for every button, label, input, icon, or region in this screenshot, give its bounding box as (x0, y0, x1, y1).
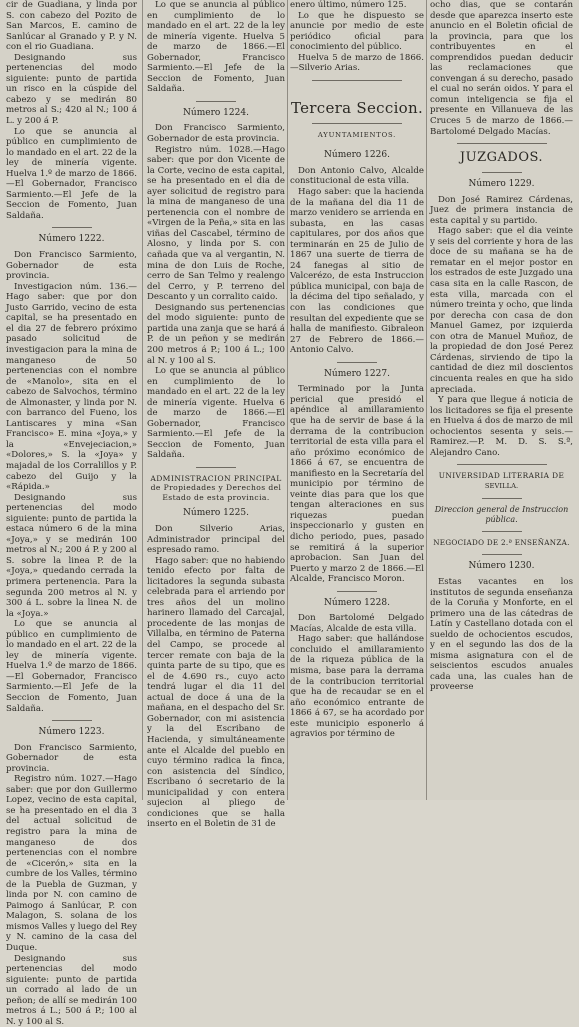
paragraph: Lo que se anuncia al público en cumplimiento de lo mandado en el art. 22 de la ley de minería vigente. Huelva 1.º de marzo de 1866.—El Gobernador, Francisco Sarmiento.—El Jefe de la Seccion de Fomento, Juan Saldaña. (6, 619, 137, 714)
paragraph: Y para que llegue á noticia de los licitadores se fija el presente en Huelva á dos de marzo de mil ochocientos sesenta y seis.—Ramirez.—P. M. D. S. S.ª, Alejandro Cano. (430, 395, 573, 458)
paragraph: Don Antonio Calvo, Alcalde constitucional de esta villa. (290, 165, 424, 187)
notice-number: Número 1222. (38, 234, 105, 245)
divider-rule (337, 362, 377, 363)
column-divider (287, 0, 288, 800)
section-title: Tercera Seccion. (290, 98, 424, 117)
section-heading: ADMINISTRACION PRINCIPAL de Propiedades y Derechos del Estado de esta provincia. (150, 473, 282, 502)
paragraph: Don Bartolomé Delgado Macías, Alcalde de esta villa. (290, 613, 424, 634)
divider-rule (52, 227, 92, 228)
divider-rule (312, 80, 402, 81)
paragraph: Don Silverio Arias, Administrador principal del espresado ramo. (147, 524, 285, 556)
section-subheading: SEVILLA. (484, 482, 519, 491)
section-title: JUZGADOS. (459, 150, 544, 166)
section-heading: UNIVERSIDAD LITERARIA DE (438, 471, 565, 481)
notice-number: Número 1228. (324, 597, 390, 608)
paragraph: Don Francisco Sarmiento, Gobernador de esta provincia. (6, 250, 137, 282)
paragraph: Investigacion núm. 136.—Hago saber: que por don Justo Garrido, vecino de esta capital, se ha presentado en el dia 27 de febrero próximo pasado solicitud de investigacion para la mina de manganeso de 50 pertenencias con el nombre de «Manolo», sita en el cabezo de Salvochos, término de Almonaster, y linda por N. con barranco del Fueno, los Lantiscares y mina «San Francisco» E. mina «Joya,» y la «Envejeciacion,» «Dolores,» S. la «Joya» y majadal de los Corralillos y P. cabezo del Guijo y la «Rápida.» (6, 281, 137, 493)
paragraph: ocho dias, que se contarán desde que aparezca inserto este anuncio en el Boletin oficial de la provincia, para que los contribuyentes en el comprendidos puedan deducir las reclamaciones que convengan á su derecho, pasado el cual no serán oidos. Y para el comun inteligencia se fija el presente en Villanueva de las Cruces 5 de marzo de 1866.—Bartolomé Delgado Macías. (430, 0, 573, 137)
paragraph: Estas vacantes en los institutos de segunda enseñanza de la Coruña y Monforte, en el primero una de las cátedras de Latín y Castellano dotada con el sueldo de ochocientos escudos, y en el segundo las dos de la misma asignatura con el de seiscientos escudos anuales cada una, las cuales han de proveerse (430, 576, 573, 693)
divider-rule (482, 498, 522, 499)
notice-number: Número 1229. (468, 179, 535, 190)
divider-rule (52, 720, 92, 721)
notice-number: Número 1223. (38, 727, 105, 738)
paragraph: Hago saber: que hallándose concluido el amillaramiento de la riqueza pública de la misma, base para la derrama de la contribucion territorial que ha de recaudar se en el año económico entrante de 1866 á 67, se ha acordado por este municipio esponerlo á agravios por término de (290, 634, 424, 740)
paragraph: Hago saber: que la hacienda de la mañana del dia 11 de marzo venidero se arrienda en subasta, en las casas capitulares, por dos años que terminarán en 25 de Julio de 1867 una suerte de tierra de 24 fanegas al sitio de Valcerézo, de esta Instruccion pública municipal, con baja de la décima del tipo señalado, y con las condiciones que resultan del expediente que se halla de manifiesto. Gibraleon 27 de Febrero de 1866.—Antonio Calvo. (290, 187, 424, 356)
paragraph: Designando sus pertenencias del modo siguiente: punto de partida un corrado al lado de un peñon; de allí se medirán 100 metros á L.; 500 á P.; 100 al N. y 100 al S. (6, 953, 137, 1027)
divider-rule (482, 531, 522, 532)
negociado-heading: NEGOCIADO DE 2.ª ENSEÑANZA. (433, 537, 570, 547)
column-divider (426, 0, 427, 800)
paragraph: Registro núm. 1027.—Hago saber: que por don Guillermo Lopez, vecino de esta capital, se ha presentado en el dia 3 del actual solicitud de registro para la mina de manganeso de dos pertenencias con el nombre de «Cicerón,» sita en la cumbre de los Valles, término de la Puebla de Guzman, y linda por N. con camino de Paimogo á Sanlúcar, P. con Malagon, S. solana de los mismos Valles y luego del Rey y N. camino de la casa del Duque. (6, 774, 137, 954)
paragraph: Lo que se anuncia al público en cumplimiento de lo mandado en el art. 22 de la ley de minería vigente. Huelva 6 de marzo de 1866.—El Gobernador, Francisco Sarmiento.—El Jefe de la Seccion de Fomento, Juan Saldaña. (147, 366, 285, 461)
divider-rule (457, 464, 547, 465)
paragraph: Don José Ramirez Cárdenas, Juez de primera instancia de esta capital y su partido. (430, 194, 573, 226)
paragraph: Registro núm. 1028.—Hago saber: que por don Vicente de la Corte, vecino de esta capital, se ha presentado en el dia de ayer solicitud de registro para la mina de manganeso de una pertenencia con el nombre de «Virgen de la Peña,» sita en las viñas del Cascabel, término de Alosno, y linda por S. con cañada que va al vergantin, N. mina de don Luis de Roche, cerro de San Telmo y realengo del Cerro, y P. terreno del Descanto y un corralito caido. (147, 144, 285, 303)
divider-rule (312, 123, 402, 124)
paragraph: Lo que se anuncia al público en cumplimiento de lo mandado en el art. 22 de la ley de minería vigente. Huelva 5 de marzo de 1866.—El Gobernador, Francisco Sarmiento.—El Jefe de la Seccion de Fomento, Juan Saldaña. (147, 0, 285, 95)
paragraph: Hago saber: que no habiendo tenido efecto por falta de licitadores la segunda subasta celebrada para el arriendo por tres años del un molino harinero llamado del Carcajal, procedente de las monjas de Villalba, en término de Paterna del Campo, se procede al tercer remate con baja de la quinta parte de su tipo, que es el de 4.690 rs., cuyo acto tendrá lugar el dia 11 del actual de doce á una de la mañana, en el despacho del Sr. Gobernador, con mi asistencia y la del Escribano de Hacienda, y simultáneamente ante el Alcalde del pueblo en cuyo término radica la finca, con asistencia del Síndico, Escribano ó secretario de la municipalidad y con entera sujecion al pliego de condiciones que se halla inserto en el Boletin de 31 de (147, 555, 285, 830)
divider-rule (457, 143, 547, 144)
direction-heading: Direccion general de Instruccion pública. (434, 504, 569, 524)
divider-rule (482, 172, 522, 173)
notice-number: Número 1224. (183, 107, 249, 118)
divider-rule (196, 467, 236, 468)
column-divider (142, 0, 143, 800)
paragraph: Designando sus pertenencias del modo siguiente: punto de partida la estaca número 6 de la mina «Joya,» y se medirán 100 metros al N.; 200 á P. y 200 al S. sobre la linea P. de la «Joya,» quedando cerrada la primera pertenencia. Para la segunda 200 metros al N. y 300 á L. sobre la linea N. de la «Joya.» (6, 492, 137, 619)
paragraph: Terminado por la Junta pericial que presidó el apéndice al amillaramiento que ha de servir de base á la derrama de la contribucion territorial de esta villa para el año próximo económico de 1866 á 67, se encuentra de manifiesto en la Secretaría del municipio por término de veinte dias para que los que tengan alteraciones en sus riquezas puedan inspeccionarlo y gusten en dicho periodo, pues, pasado se remitirá á la superior aprobacion. San Juan del Puerto y marzo 2 de 1866.—El Alcalde, Francisco Moron. (290, 384, 424, 585)
notice-number: Número 1227. (324, 368, 390, 379)
paragraph: Hago saber: que el dia veinte y seis del corriente y hora de las doce de su mañana se ha de rematar en el mejor postor en los estrados de este Juzgado una casa sita en la calle Rascon, de esta villa, marcada con el número treinta y ocho, que linda por derecha con casa de don Manuel Gamez, por izquierda con otra de Manuel Muñoz, de la propiedad de don José Perez Cárdenas, sirviendo de tipo la cantidad de diez mil doscientos cincuenta reales en que ha sido apreciada. (430, 226, 573, 395)
paragraph: Don Francisco Sarmiento, Gobernador de esta provincia. (6, 742, 137, 774)
column-1 (6, 0, 137, 1027)
column-4 (430, 0, 573, 800)
divider-rule (337, 591, 377, 592)
column-3 (290, 0, 424, 800)
paragraph: Don Francisco Sarmiento, Gobernador de esta provincia. (147, 123, 285, 145)
divider-rule (196, 101, 236, 102)
notice-number: Número 1226. (324, 150, 390, 161)
paragraph: Huelva 5 de marzo de 1866. —Silverio Arias. (290, 52, 424, 74)
paragraph: Designando sus pertenencias del modo siguiente: punto de partida un risco en la cúspide del cabezo y se medirán 80 metros al S.; 420 al N.; 100 á L. y 200 á P. (6, 52, 137, 127)
paragraph: Lo que se anuncia al público en cumplimiento de lo mandado en el art. 22 de la ley de minería vigente. Huelva 1.º de marzo de 1866.—El Gobernador, Francisco Sarmiento.—El Jefe de la Seccion de Fomento, Juan Saldaña. (6, 126, 137, 221)
notice-number: Número 1230. (468, 561, 535, 572)
section-subheading: AYUNTAMIENTOS. (317, 130, 397, 139)
paragraph: Designando sus pertenencias del modo siguiente: punto de partida una zanja que se hará á P. de un peñon y se medirán 200 metros á P.; 100 á L.; 100 al N. y 100 al S. (147, 302, 285, 366)
paragraph: enero último, número 125. (290, 0, 407, 10)
paragraph: Lo que he dispuesto se anuncie por medio de este periódico oficial para conocimiento del público. (290, 10, 424, 53)
column-2 (147, 0, 285, 830)
divider-rule (482, 554, 522, 555)
notice-number: Número 1225. (183, 508, 249, 519)
paragraph: cir de Guadiana, y linda por S. con cabezo del Pozito de San Marcos, E. camino de Sanlúcar al Granado y P. y N. con el rio Guadiana. (6, 0, 137, 53)
